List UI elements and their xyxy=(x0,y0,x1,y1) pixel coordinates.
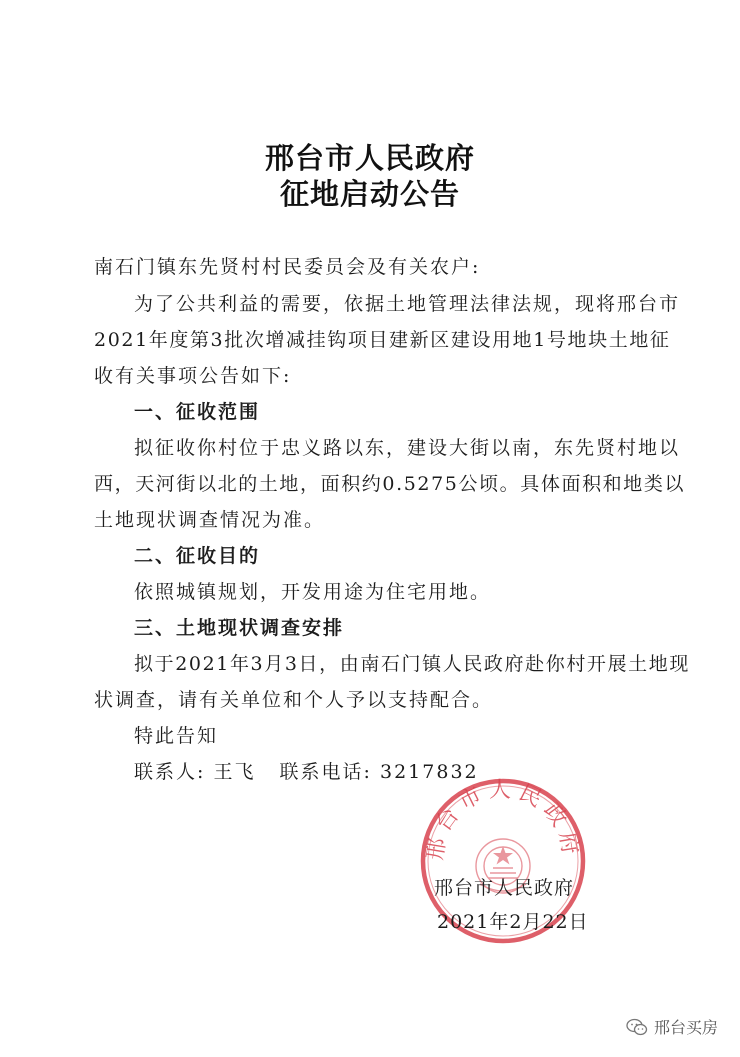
section-line: 拟于2021年3月3日，由南石门镇人民政府赴你村开展土地现 xyxy=(134,653,690,675)
page-subtitle: 征地启动公告 xyxy=(279,177,460,211)
section-heading-purpose: 二、征收目的 xyxy=(134,545,261,567)
section-line: 状调查，请有关单位和个人予以支持配合。 xyxy=(94,689,494,711)
section-line: 土地现状调查情况为准。 xyxy=(94,509,326,531)
addressee: 南石门镇东先贤村村民委员会及有关农户: xyxy=(94,256,481,278)
watermark-account: 邢台买房 xyxy=(653,1018,718,1037)
section-line: 拟征收你村位于忠义路以东，建设大街以南，东先贤村地以 xyxy=(134,437,681,459)
closing-text: 特此告知 xyxy=(134,725,219,747)
intro-line: 为了公共利益的需要，依据土地管理法律法规，现将邢台市 xyxy=(134,293,681,315)
intro-line: 2021年度第3批次增减挂钩项目建新区建设用地1号地块土地征 xyxy=(94,329,671,351)
section-heading-scope: 一、征收范围 xyxy=(134,401,261,423)
intro-line: 收有关事项公告如下: xyxy=(94,365,292,387)
signature-org: 邢台市人民政府 xyxy=(434,877,575,899)
wechat-icon xyxy=(626,1018,648,1036)
section-heading-survey: 三、土地现状调查安排 xyxy=(134,617,345,639)
contact-info: 联系人: 王飞 联系电话: 3217832 xyxy=(134,761,479,783)
watermark xyxy=(626,1015,718,1038)
section-line: 西，天河街以北的土地，面积约0.5275公顷。具体面积和地类以 xyxy=(94,473,686,495)
section-line: 依照城镇规划，开发用途为住宅用地。 xyxy=(134,581,492,603)
signature-date: 2021年2月22日 xyxy=(437,911,589,933)
page-title: 邢台市人民政府 xyxy=(264,141,475,175)
seal-text: 邢台市人民政府 xyxy=(422,778,584,863)
